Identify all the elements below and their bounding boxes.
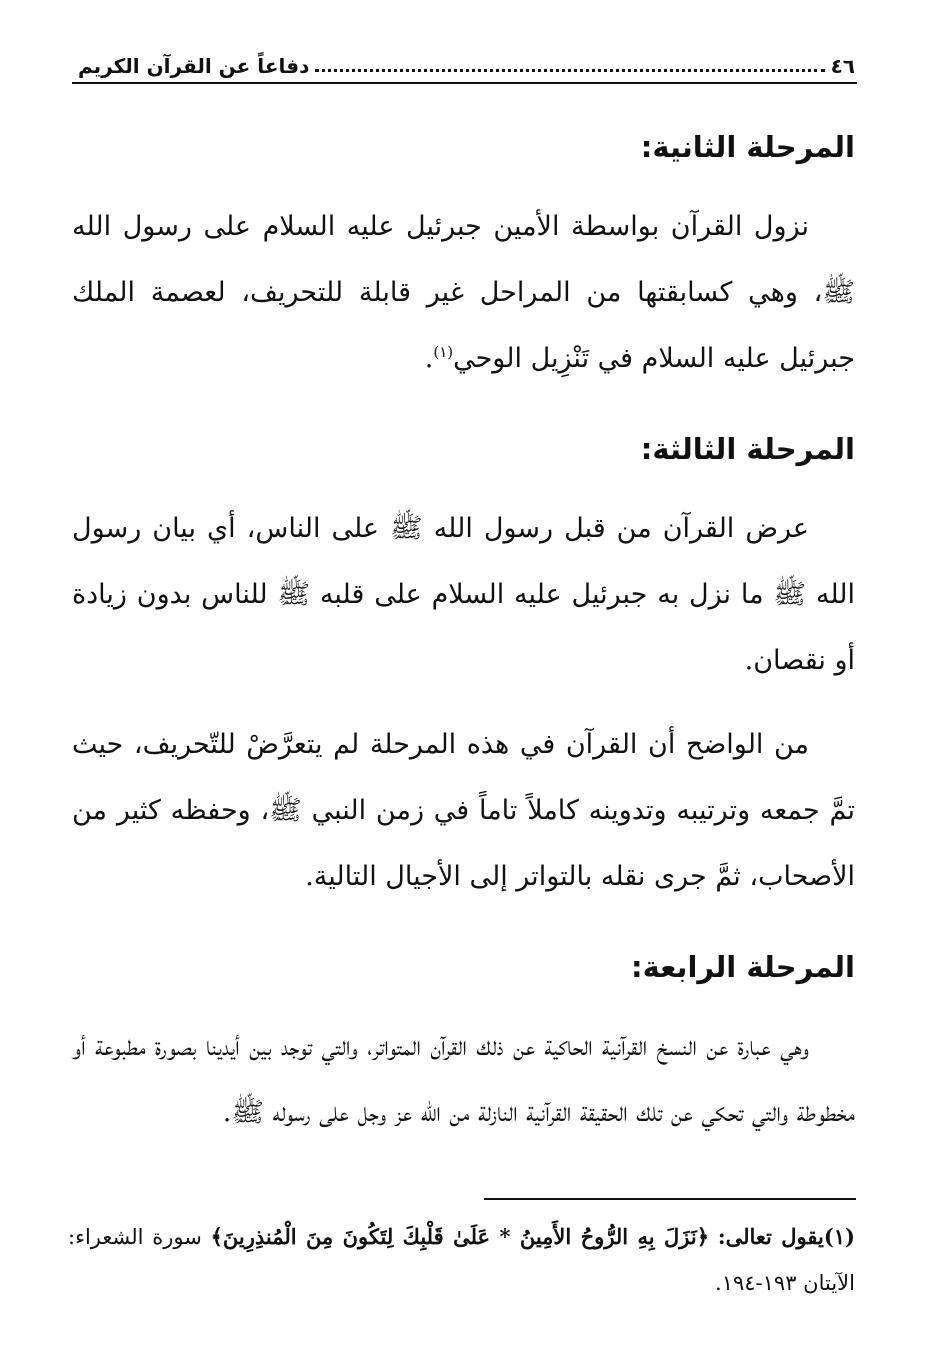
paragraph: عرض القرآن من قبل رسول الله ﷺ على الناس، أي بيان رسول الله ﷺ ما نزل به جبرئيل عليه السلام على قلبه ﷺ للناس بدون زيادة أو نقصان. [72, 513, 855, 676]
header-dot-leader [315, 69, 824, 72]
section-heading: المرحلة الثانية: [640, 130, 855, 164]
paragraph: وهي عبارة عن النسخ القرآنية الحاكية عن ذلك القرآن المتواتر، والتي توجد بين أيدينا بصورة مطبوعة أو مخطوطة والتي تحكي عن تلك الحقيقة القرآنية النازلة من الله عز وجل على رسوله ﷺ. [72, 1031, 855, 1128]
footnote-label: (١)يقول تعالى: [717, 1224, 855, 1249]
header-rule [72, 82, 857, 84]
book-title: دفاعاً عن القرآن الكريم [78, 54, 310, 78]
main-content [72, 118, 855, 1146]
section-stage-three [72, 420, 855, 910]
paragraph-text: نزول القرآن بواسطة الأمين جبرئيل عليه السلام على رسول الله ﷺ، وهي كسابقتها من المراحل غير قابلة للتحريف، لعصمة الملك جبرئيل عليه السلام في تَنْزِيل الوحي [72, 211, 855, 374]
footnote-reference: (١) [433, 343, 454, 361]
footnote-verse: ﴿نَزَلَ بِهِ الرُّوحُ الأَمِينُ * عَلَىٰ قَلْبِكَ لِتَكُونَ مِنَ الْمُنذِرِينَ﴾ [210, 1224, 710, 1249]
section-heading: المرحلة الرابعة: [631, 950, 855, 984]
footnote [68, 1214, 855, 1306]
paragraph: من الواضح أن القرآن في هذه المرحلة لم يتعرَّضْ للتّحريف، حيث تمَّ جمعه وترتيبه وتدوينه كاملاً تاماً في زمن النبي ﷺ، وحفظه كثير من الأصحاب، ثمَّ جرى نقله بالتواتر إلى الأجيال التالية. [72, 729, 855, 892]
section-stage-four [72, 938, 855, 1146]
paragraph: نزول القرآن بواسطة الأمين جبرئيل عليه السلام على رسول الله ﷺ، وهي كسابقتها من المراحل غير قابلة للتحريف، لعصمة الملك جبرئيل عليه السلام في تَنْزِيل الوحي$^{(١)}$. [72, 211, 855, 374]
footnote-source: سورة الشعراء: الآيتان ١٩٣-١٩٤. [68, 1225, 855, 1295]
section-stage-two [72, 118, 855, 392]
footnote-separator [484, 1198, 856, 1200]
section-heading: المرحلة الثالثة: [640, 432, 855, 466]
running-header [78, 44, 855, 78]
page-number: ٤٦ [830, 54, 855, 78]
